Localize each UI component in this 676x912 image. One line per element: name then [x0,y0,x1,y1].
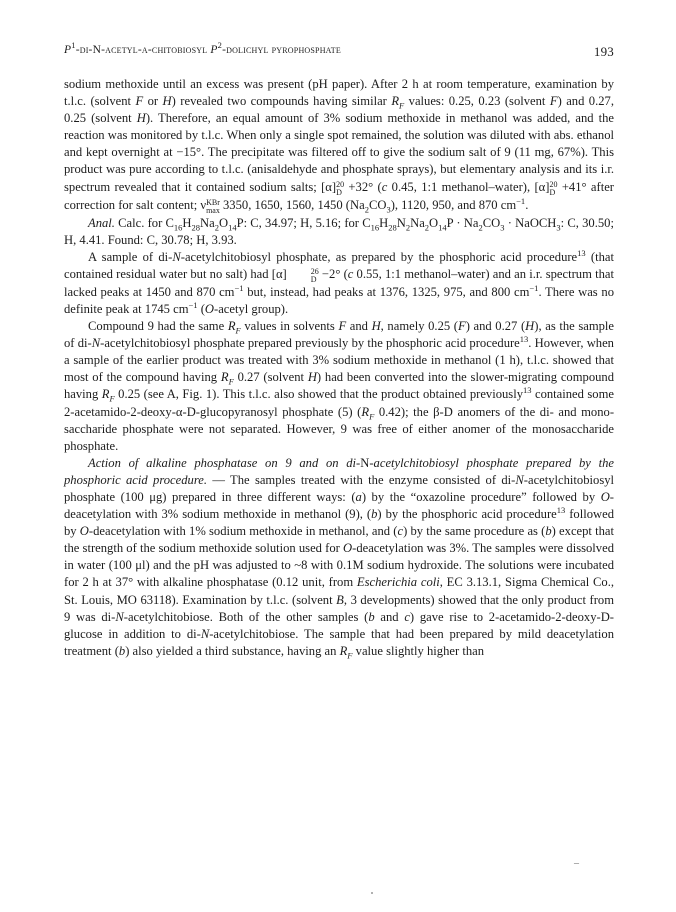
scan-dot [371,892,373,894]
paragraph-3: A sample of di-N-acetylchitobiosyl phosphate, as prepared by the phosphoric acid procedure$^{13}$ (that contained residual water but no salt) had [α] 26 D −2° (c 0.55, 1:1 methanol–water) and an i.r. spectrum that lacked peaks at 1450 and 870 $cm^{-1}$ but, instead, had peaks at 1376, 1325, 975, and 800 $cm^{-1}$. There was no definite peak at 1745 $cm^{-1}$ (O-acetyl group). [64,247,615,316]
paragraph-4: Compound 9 had the same $R_F$ values in solvents F and H, namely 0.25 (F) and 0.27 (H), as the sample of di-N-acetylchitobiosyl phosphate prepared previously by the phosphoric acid procedure$^{13}$. However, when a sample of the earlier product was treated with 3% sodium methoxide in methanol (1 h), t.l.c. showed that most of the compound having $R_F$ 0.27 (solvent H) had been converted into the slower-migrating compound having $R_F$ 0.25 (see A, Fig. 1). This t.l.c. also showed that the product obtained previously$^{13}$ contained some 2-acetamido-2-deoxy-α-D-glucopyranosyl phosphate (5) ($R_F$ 0.42); the β-D anomers of the di- and mono-saccharide phosphate were not separated. However, 9 was free of either anomer of the monosaccharide phosphate. [64,319,615,453]
running-header [64,40,614,64]
paragraph-1: sodium methoxide until an excess was present (pH paper). After 2 h at room temperature, examination by t.l.c. (solvent F or H) revealed two compounds having similar $R_F$ values: 0.25, 0.23 (solvent F) and 0.27, 0.25 (solvent H). Therefore, an equal amount of 3% sodium methoxide in methanol was added, and the reaction was monitored by t.l.c. When only a single spot remained, the solution was diluted with abs. ethanol and kept overnight at −15°. The precipitate was filtered off to give the sodium salt of 9 (11 mg, 67%). This product was pure according to t.l.c. (anisaldehyde and phosphate sprays), but elementary analysis and its i.r. spectrum revealed that it contained sodium salts; [α] 20 D +32° (c 0.45, 1:1 methanol–water), [α] 20 D +41° after correction for salt content; ν KBr max 3350, 1650, 1560, 1450 $(Na_2CO_3)$, 1120, 950, and 870 $cm^{-1}$. [64,77,614,215]
paragraph-analysis: Anal. Calc. for $C_{16}H_{28}Na_2O_{14}P$: C, 34.97; H, 5.16; for $C_{16}H_{28}N_2Na_2O_{14}P \cdot Na_2CO_3$ · NaOCH$_3$: C, 30.50; H, 4.41. Found: C, 30.78; H, 3.93. [64,215,614,247]
running-title: $P^1-di-N-acetyl-\alpha$-chitobiosyl $P^2$-dolichyl pyrophosphate [64,40,341,56]
page-number: 193 [593,44,614,59]
paragraph-5: Action of alkaline phosphatase on 9 and on di-N-acetylchitobiosyl phosphate prepared by the phosphoric acid procedure. — The samples treated with the enzyme consisted of di-N-acetylchitobiosyl phosphate (100 μg) prepared in three different ways: (a) by the “oxazoline procedure” followed by O-deacetylation with 3% sodium methoxide in methanol (9), (b) by the phosphoric acid procedure$^{13}$ followed by O-deacetylation with 1% sodium methoxide in methanol, and (c) by the same procedure as (b) except that the strength of the sodium methoxide solution used for O-deacetylation was 3%. The samples were dissolved in water (100 μl) and the pH was adjusted to ~8 with 0.1M sodium hydroxide. The solutions were incubated for 2 h at 37° with alkaline phosphatase (0.12 unit, from Escherichia coli, EC 3.13.1, Sigma Chemical Co., St. Louis, MO 63118). Examination by t.l.c. (solvent B, 3 developments) showed that the only product from 9 was di-N-acetylchitobiose. Both of the other samples (b and c) gave rise to 2-acetamido-2-deoxy-D-glucose in addition to di-N-acetylchitobiose. The sample that had been prepared by mild deacetylation treatment (b) also yielded a third substance, having an $R_F$ value slightly higher than [64,455,615,661]
scan-mark: ‒ [574,858,579,869]
article-body [64,76,614,660]
